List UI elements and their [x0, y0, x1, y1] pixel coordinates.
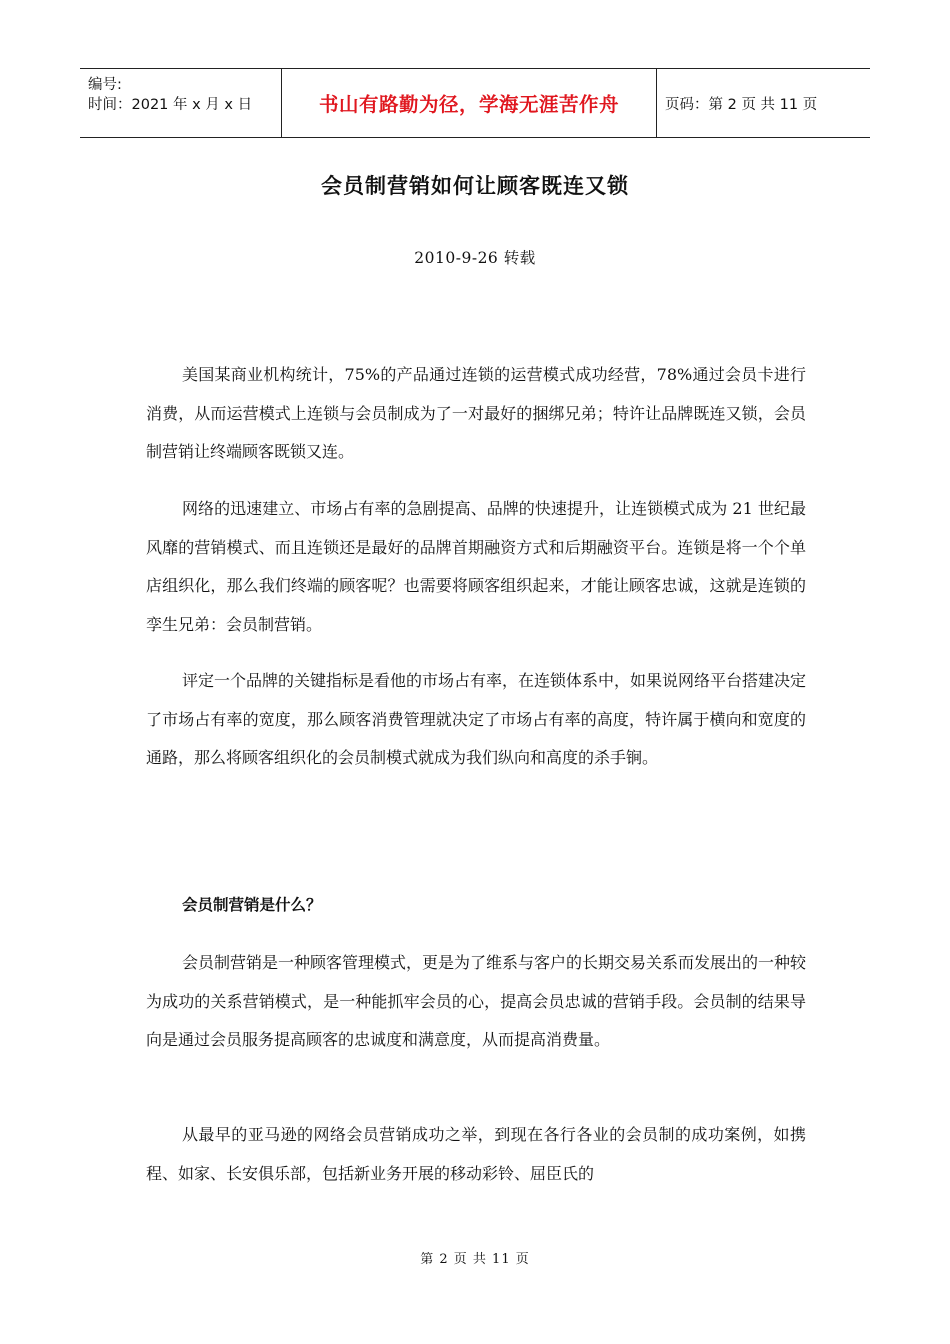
header-info-cell	[80, 69, 282, 137]
header-page-label: 页码：第 2 页 共 11 页	[665, 96, 818, 113]
document-header	[80, 68, 870, 138]
section-heading: 会员制营销是什么？	[182, 896, 322, 914]
document-date-source: 2010-9-26 转载	[414, 249, 536, 267]
paragraph: 网络的迅速建立、市场占有率的急剧提高、品牌的快速提升，让连锁模式成为 21 世纪最风靡的营销模式、而且连锁还是最好的品牌首期融资方式和后期融资平台。连锁是将一个个单店组织化，那么我们终端的顾客呢？也需要将顾客组织起来，才能让顾客忠诚，这就是连锁的孪生兄弟：会员制营销。	[146, 499, 806, 634]
number-label: 编号:	[88, 77, 122, 93]
paragraph: 从最早的亚马逊的网络会员营销成功之举，到现在各行各业的会员制的成功案例，如携程、如家、长安俱乐部，包括新业务开展的移动彩铃、屈臣氏的	[146, 1125, 806, 1183]
page-footer: 第 2 页 共 11 页	[420, 1252, 530, 1267]
paragraph: 美国某商业机构统计，75%的产品通过连锁的运营模式成功经营，78%通过会员卡进行消费，从而运营模式上连锁与会员制成为了一对最好的捆绑兄弟；特许让品牌既连又锁，会员制营销让终端顾客既锁又连。	[146, 365, 806, 461]
header-motto: 书山有路勤为径，学海无涯苦作舟	[282, 69, 657, 137]
document-title: 会员制营销如何让顾客既连又锁	[321, 173, 629, 198]
paragraph: 评定一个品牌的关键指标是看他的市场占有率，在连锁体系中，如果说网络平台搭建决定了市场占有率的宽度，那么顾客消费管理就决定了市场占有率的高度，特许属于横向和宽度的通路，那么将顾客组织化的会员制模式就成为我们纵向和高度的杀手锏。	[146, 671, 807, 767]
time-label: 时间：2021 年 x 月 x 日	[88, 97, 253, 113]
paragraph: 会员制营销是一种顾客管理模式，更是为了维系与客户的长期交易关系而发展出的一种较为成功的关系营销模式，是一种能抓牢会员的心，提高会员忠诚的营销手段。会员制的结果导向是通过会员服务提高顾客的忠诚度和满意度，从而提高消费量。	[146, 953, 807, 1049]
